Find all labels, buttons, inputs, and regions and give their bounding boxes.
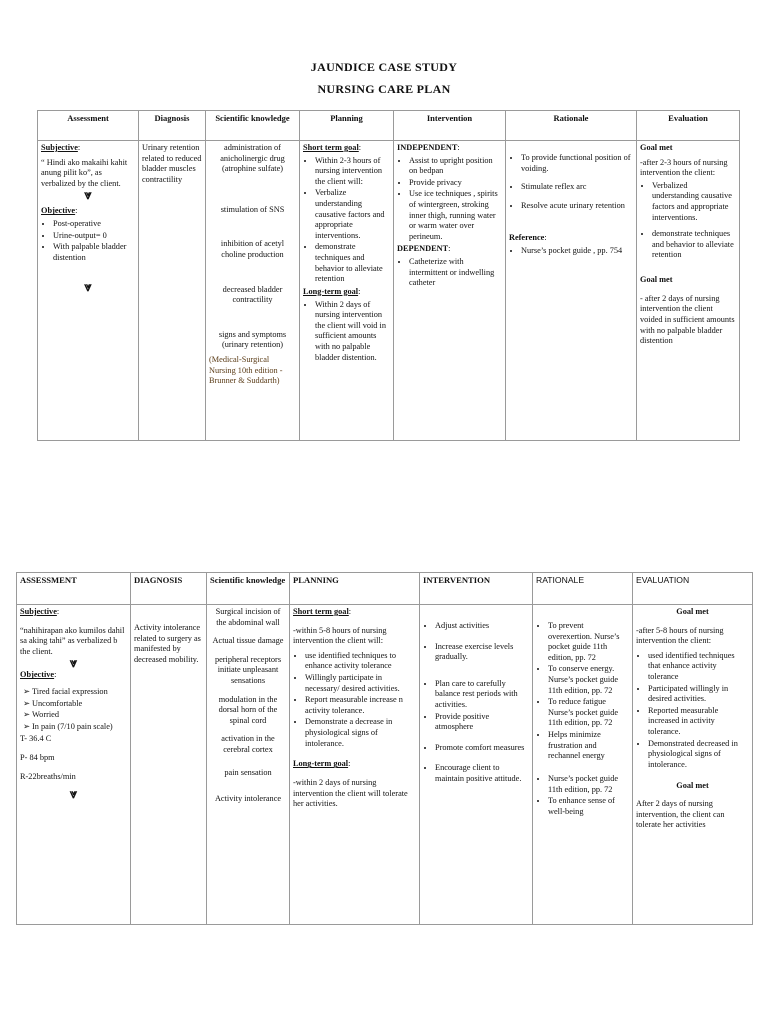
diagnosis-cell — [131, 605, 207, 925]
rationale-cell: • To provide functional position of voiding. • Stimulate reflex arc • Resolve acute urinary retention Reference: • Nurse’s pocket guide , pp. 754 — [506, 141, 637, 441]
scientific-step: Activity intolerance — [214, 794, 282, 804]
planning-intro: -within 5-8 hours of nursing intervention the client will: — [293, 625, 387, 646]
intervention-item: • Increase exercise levels gradually. — [435, 642, 529, 663]
assessment-cell: Subjective: “nahihirapan ako kumilos dahil sa aking tahi” as verbalized b the client. ⩔ Objective: • Tired facial expression • Uncomfortable • Worried • In pain (7/10 pain scale) T- 36.4 C P- 84 bpm R-22breaths/min ⩔ — [17, 605, 131, 925]
rationale-item: • To conserve energy. Nurse’s pocket guide 11th edition, pp. 72 — [548, 664, 629, 696]
rationale-item: • Nurse’s pocket guide 11th edition, pp. 72 — [548, 774, 629, 795]
down-arrow-icon: ⩔ — [69, 656, 78, 672]
scientific-reference: (Medical-Surgical Nursing 10th edition - Brunner & Suddarth) — [209, 355, 283, 386]
objective-item: • Uncomfortable — [32, 699, 127, 710]
header-evaluation: Evaluation — [637, 111, 740, 141]
goal-met-label: Goal met — [640, 143, 673, 152]
short-term-goal-label: Short term goal — [303, 143, 359, 152]
objective-item: • With palpable bladder distention — [53, 242, 135, 263]
long-term-goal-label: Long-term goal — [303, 286, 359, 296]
evaluation-item: • used identified techniques that enhance activity tolerance — [648, 651, 749, 683]
scientific-step: Actual tissue damage — [212, 636, 284, 646]
header-scientific-knowledge: Scientific knowledge — [207, 573, 290, 605]
independent-label: INDEPENDENT — [397, 143, 458, 152]
care-plan-table-1 — [37, 110, 740, 441]
intervention-item: • Promote comfort measures — [435, 743, 529, 754]
planning-item: • Demonstrate a decrease in physiological signs of intolerance. — [305, 717, 416, 749]
subjective-label: Subjective — [41, 143, 78, 152]
rationale-cell — [533, 605, 633, 925]
evaluation-text: - after 2 days of nursing intervention the client voided in sufficient amounts with no palpable bladder distention — [640, 293, 735, 346]
rationale-item: • To enhance sense of well-being — [548, 796, 629, 817]
intervention-item: • Assist to upright position on bedpan — [409, 156, 502, 177]
document-title: JAUNDICE CASE STUDY — [310, 60, 458, 74]
header-intervention: Intervention — [394, 111, 506, 141]
objective-item: • Tired facial expression — [32, 687, 127, 698]
rationale-item: • To reduce fatigue Nurse’s pocket guide 11th edition, pp. 72 — [548, 697, 629, 729]
header-intervention: INTERVENTION — [420, 573, 533, 605]
scientific-step: modulation in the dorsal horn of the spinal cord — [218, 694, 278, 725]
evaluation-text: After 2 days of nursing intervention, the client can tolerate her activities — [636, 799, 725, 830]
header-diagnosis: DIAGNOSIS — [131, 573, 207, 605]
subjective-text: “nahihirapan ako kumilos dahil sa aking tahi” as verbalized b the client. — [20, 625, 125, 656]
planning-item: • Willingly participate in necessary/ desired activities. — [305, 673, 416, 694]
header-scientific-knowledge: Scientific knowledge — [206, 111, 300, 141]
care-plan-table-2 — [16, 572, 753, 925]
scientific-step: decreased bladder contractility — [222, 284, 283, 305]
subjective-text: “ Hindi ako makaihi kahit anung pilit ko”, as verbalized by the client. — [41, 157, 128, 188]
rationale-item: • Stimulate reflex arc — [521, 182, 633, 193]
scientific-step: stimulation of SNS — [220, 204, 285, 214]
evaluation-intro: -after 5-8 hours of nursing intervention the client: — [636, 625, 724, 646]
header-planning: Planning — [300, 111, 394, 141]
header-rationale: Rationale — [506, 111, 637, 141]
planning-item: • Report measurable increase n activity tolerance. — [305, 695, 416, 716]
goal-met-label: Goal met — [676, 780, 709, 790]
evaluation-item: • Verbalized understanding causative factors and appropriate interventions. — [652, 181, 736, 223]
intervention-item: • Encourage client to maintain positive attitude. — [435, 763, 529, 784]
scientific-step: pain sensation — [224, 767, 272, 777]
diagnosis-text: Activity intolerance related to surgery as manifested by decreased mobility. — [134, 623, 201, 664]
objective-item: • In pain (7/10 pain scale) — [32, 722, 127, 733]
rationale-item: • To prevent overexertion. Nurse’s pocket guide 11th edition, pp. 72 — [548, 621, 629, 663]
evaluation-item: • Reported measurable increased in activity tolerance. — [648, 706, 749, 738]
scientific-step: signs and symptoms (urinary retention) — [218, 329, 287, 350]
intervention-item: • Use ice techniques , spirits of wintergreen, stroking inner thigh, running water or warm water over perineum. — [409, 189, 502, 242]
planning-item: • Verbalize understanding causative factors and appropriate interventions. — [315, 188, 390, 241]
intervention-item: • Adjust activities — [435, 621, 529, 632]
scientific-step: administration of anicholinergic drug (atrophine sulfate) — [220, 143, 285, 174]
planning-item: • use identified techniques to enhance activity tolerance — [305, 651, 416, 672]
planning-long-text: -within 2 days of nursing intervention the client will tolerate her activities. — [293, 777, 408, 809]
header-rationale: RATIONALE — [533, 573, 633, 605]
planning-cell: Short term goal: -within 5-8 hours of nursing intervention the client will: • use identified techniques to enhance activity tolerance • Willingly participate in necessary/ desired activities. • Report measurable increase n activity tolerance. • Demonstrate a decrease in physiological signs of intolerance. Long-term goal: -within 2 days of nursing intervention the client will tolerate her activities. — [290, 605, 420, 925]
header-evaluation: EVALUATION — [633, 573, 753, 605]
objective-item: • Worried — [32, 710, 127, 721]
diagnosis-cell: Urinary retention related to reduced bladder muscles contractility — [139, 141, 206, 441]
evaluation-item: • Participated willingly in desired activities. — [648, 684, 749, 705]
down-arrow-icon: ⩔ — [84, 280, 92, 296]
reference-label: Reference — [509, 233, 545, 243]
dependent-label: DEPENDENT — [397, 244, 449, 254]
header-planning: PLANNING — [290, 573, 420, 605]
planning-item: • Within 2-3 hours of nursing intervention the client will: — [315, 156, 390, 188]
intervention-item: • Provide privacy — [409, 178, 502, 189]
header-diagnosis: Diagnosis — [139, 111, 206, 141]
rationale-item: • Helps minimize frustration and rechannel energy — [548, 730, 629, 762]
planning-cell: Short term goal: • Within 2-3 hours of nursing intervention the client will: • Verbalize understanding causative factors and appropriate interventions. • demonstrate techniques and behavior to alleviate retention Long-term goal: • Within 2 days of nursing intervention the client will void in sufficient amounts with no palpable bladder distention. — [300, 141, 394, 441]
planning-item: • demonstrate techniques and behavior to alleviate retention — [315, 242, 390, 284]
down-arrow-icon: ⩔ — [84, 188, 92, 204]
document-subtitle: NURSING CARE PLAN — [317, 82, 451, 96]
intervention-item: • Plan care to carefully balance rest periods with activities. — [435, 679, 529, 711]
planning-item: • Within 2 days of nursing intervention the client will void in sufficient amounts with no palpable bladder distention. — [315, 300, 390, 364]
objective-label: Objective — [20, 670, 55, 680]
evaluation-cell — [637, 141, 740, 441]
objective-label: Objective — [41, 206, 76, 216]
assessment-cell: Subjective: “ Hindi ako makaihi kahit anung pilit ko”, as verbalized by the client. ⩔ Objective: • Post-operative • Urine-output= 0 • With palpable bladder distention ⩔ — [38, 141, 139, 441]
scientific-step: activation in the cerebral cortex — [221, 734, 275, 755]
scientific-cell — [207, 605, 290, 925]
scientific-step: Surgical incision of the abdominal wall — [215, 607, 281, 627]
rationale-item: • To provide functional position of voiding. — [521, 153, 633, 174]
intervention-item: • Catheterize with intermittent or indwelling catheter — [409, 257, 502, 289]
evaluation-item: • Demonstrated decreased in physiological signs of intolerance. — [648, 739, 749, 771]
scientific-step: inhibition of acetyl choline production — [220, 239, 285, 260]
goal-met-label: Goal met — [640, 275, 673, 285]
scientific-step: peripheral receptors initiate unpleasant sensations — [214, 654, 282, 686]
evaluation-cell — [633, 605, 753, 925]
vital-sign: T- 36.4 C — [20, 734, 52, 744]
evaluation-item: • demonstrate techniques and behavior to alleviate retention — [652, 229, 736, 261]
evaluation-intro: -after 2-3 hours of nursing intervention the client: — [640, 157, 728, 178]
scientific-cell — [206, 141, 300, 441]
vital-sign: P- 84 bpm — [20, 753, 55, 763]
subjective-label: Subjective — [20, 607, 57, 616]
goal-met-label: Goal met — [676, 607, 709, 616]
objective-item: • Post-operative — [53, 219, 135, 230]
intervention-cell — [420, 605, 533, 925]
rationale-item: • Resolve acute urinary retention — [521, 201, 633, 212]
long-term-goal-label: Long-term goal — [293, 759, 349, 769]
down-arrow-icon: ⩔ — [69, 787, 78, 803]
short-term-goal-label: Short term goal — [293, 607, 349, 616]
vital-sign: R-22breaths/min — [20, 771, 76, 781]
header-assessment: ASSESSMENT — [17, 573, 131, 605]
intervention-cell: INDEPENDENT: • Assist to upright position on bedpan • Provide privacy • Use ice techniques , spirits of wintergreen, stroking inner thigh, running water or warm water over perineum. DEPENDENT: • Catheterize with intermittent or indwelling catheter — [394, 141, 506, 441]
header-assessment: Assessment — [38, 111, 139, 141]
objective-item: • Urine-output= 0 — [53, 231, 135, 242]
intervention-item: • Provide positive atmosphere — [435, 712, 529, 733]
reference-item: • Nurse’s pocket guide , pp. 754 — [521, 246, 633, 257]
